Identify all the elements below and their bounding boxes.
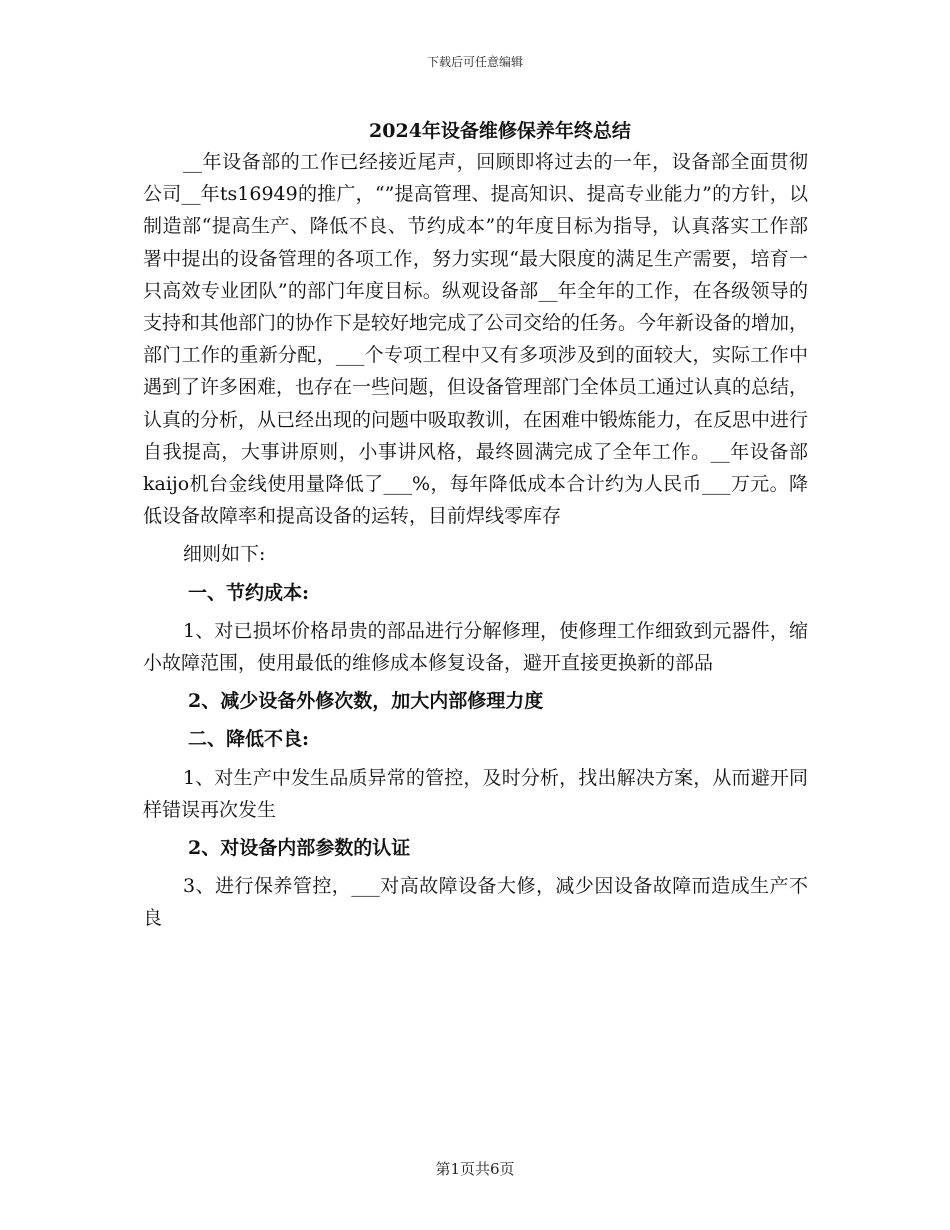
section2-item2: 2、对设备内部参数的认证	[188, 837, 411, 860]
section2-item3: 3、进行保养管控，___对高故障设备大修，减少因设备故障而造成生产不良	[143, 875, 808, 930]
details-label: 细则如下:	[183, 543, 266, 566]
section2-heading: 二、降低不良:	[188, 728, 310, 751]
page-footer: 第1页共6页	[435, 1160, 515, 1178]
page-header: 下载后可任意编辑	[426, 55, 523, 69]
section1-item1: 1、对已损坏价格昂贵的部品进行分解修理，使修理工作细致到元器件，缩小故障范围，使用最低的维修成本修复设备，避开直接更换新的部品	[143, 619, 808, 675]
section1-heading: 一、节约成本:	[188, 581, 310, 604]
document-body	[143, 146, 808, 935]
section2-item1: 1、对生产中发生品质异常的管控，及时分析，找出解决方案，从而避开同样错误再次发生	[143, 766, 808, 821]
document-title: 2024年设备维修保养年终总结	[369, 120, 631, 142]
section1-item2: 2、减少设备外修次数，加大内部修理力度	[188, 690, 544, 713]
intro-paragraph: __年设备部的工作已经接近尾声，回顾即将过去的一年，设备部全面贯彻公司__年ts16949的推广，“”提高管理、提高知识、提高专业能力”的方针，以制造部“提高生产、降低不良、节约成本”的年度目标为指导，认真落实工作部署中提出的设备管理的各项工作，努力实现“最大限度的满足生产需要，培育一只高效专业团队”的部门年度目标。纵观设备部__年全年的工作，在各级领导的支持和其他部门的协作下是较好地完成了公司交给的任务。今年新设备的增加，部门工作的重新分配，___个专项工程中又有多项涉及到的面较大，实际工作中遇到了许多困难，也存在一些问题，但设备管理部门全体员工通过认真的总结，认真的分析，从已经出现的问题中吸取教训，在困难中锻炼能力，在反思中进行自我提高，大事讲原则，小事讲风格，最终圆满完成了全年工作。__年设备部kaijo机台金线使用量降低了___%，每年降低成本合计约为人民币___万元。降低设备故障率和提高设备的运转，目前焊线零库存	[143, 151, 809, 528]
